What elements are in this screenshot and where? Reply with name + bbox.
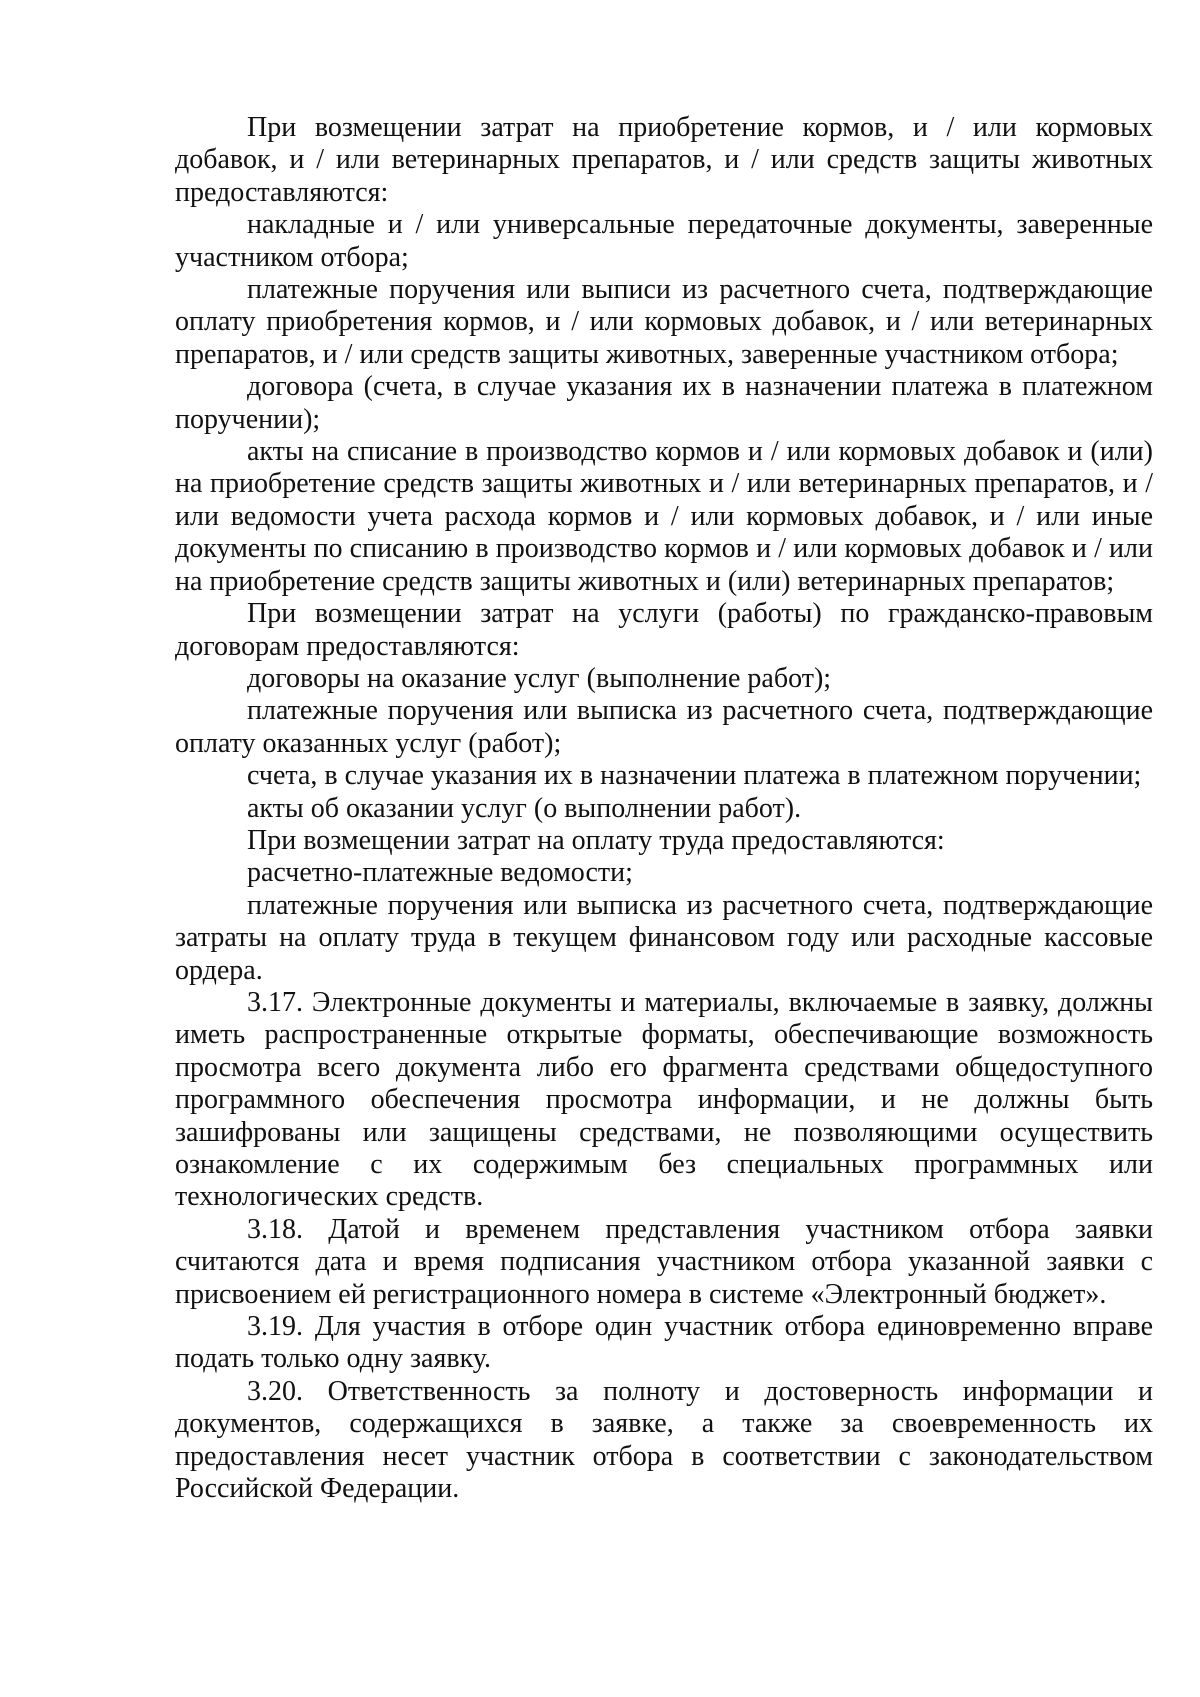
paragraph-labor-intro: При возмещении затрат на оплату труда предоставляются:	[247, 824, 945, 856]
paragraph-feed-costs-intro: При возмещении затрат на приобретение кормов, и / или кормовых добавок, и / или ветеринарных препаратов, и / или средств защиты животных предоставляются:	[175, 112, 1153, 208]
paragraph-service-acts: акты об оказании услуг (о выполнении работ).	[247, 792, 802, 824]
paragraph-clause-3-20: 3.20. Ответственность за полноту и достоверность информации и документов, содержащихся в заявке, а также за своевременность их предоставления несет участник отбора в соответствии с законодательством Российской Федерации.	[175, 1375, 1153, 1505]
paragraph-clause-3-19: 3.19. Для участия в отборе один участник отбора единовременно вправе подать только одну заявку.	[175, 1311, 1153, 1375]
paragraph-write-off-acts: акты на списание в производство кормов и / или кормовых добавок и (или) на приобретение средств защиты животных и / или ветеринарных препаратов, и / или ведомости учета расхода кормов и / или кормовых добавок, и / или иные документы по списанию в производство кормов и / или кормовых добавок и / или на приобретение средств защиты животных и (или) ветеринарных препаратов;	[175, 436, 1153, 597]
document-page	[175, 112, 1153, 1505]
paragraph-clause-3-17: 3.17. Электронные документы и материалы, включаемые в заявку, должны иметь распространенные открытые форматы, обеспечивающие возможность просмотра всего документа либо его фрагмента средствами общедоступного программного обеспечения просмотра информации, и не должны быть зашифрованы или защищены средствами, не позволяющими осуществить ознакомление с их содержимым без специальных программных или технологических средств.	[175, 986, 1153, 1213]
paragraph-service-contracts: договоры на оказание услуг (выполнение работ);	[247, 662, 832, 694]
paragraph-waybills: накладные и / или универсальные передаточные документы, заверенные участником отбора;	[175, 209, 1153, 273]
paragraph-invoices-services: счета, в случае указания их в назначении платежа в платежном поручении;	[247, 760, 1142, 792]
paragraph-payment-orders-labor: платежные поручения или выписка из расчетного счета, подтверждающие затраты на оплату труда в текущем финансовом году или расходные кассовые ордера.	[175, 889, 1153, 986]
paragraph-payment-orders-services: платежные поручения или выписка из расчетного счета, подтверждающие оплату оказанных услуг (работ);	[175, 695, 1153, 759]
paragraph-payment-orders-feed: платежные поручения или выписи из расчетного счета, подтверждающие оплату приобретения кормов, и / или кормовых добавок, и / или ветеринарных препаратов, и / или средств защиты животных, заверенные участником отбора;	[175, 274, 1153, 370]
paragraph-payroll-sheets: расчетно-платежные ведомости;	[247, 857, 633, 889]
paragraph-clause-3-18: 3.18. Датой и временем представления участником отбора заявки считаются дата и время подписания участником отбора указанной заявки с присвоением ей регистрационного номера в системе «Электронный бюджет».	[175, 1213, 1153, 1310]
paragraph-services-intro: При возмещении затрат на услуги (работы) по гражданско-правовым договорам предоставляются:	[175, 598, 1153, 662]
paragraph-contracts-invoices: договора (счета, в случае указания их в назначении платежа в платежном поручении);	[175, 371, 1153, 435]
